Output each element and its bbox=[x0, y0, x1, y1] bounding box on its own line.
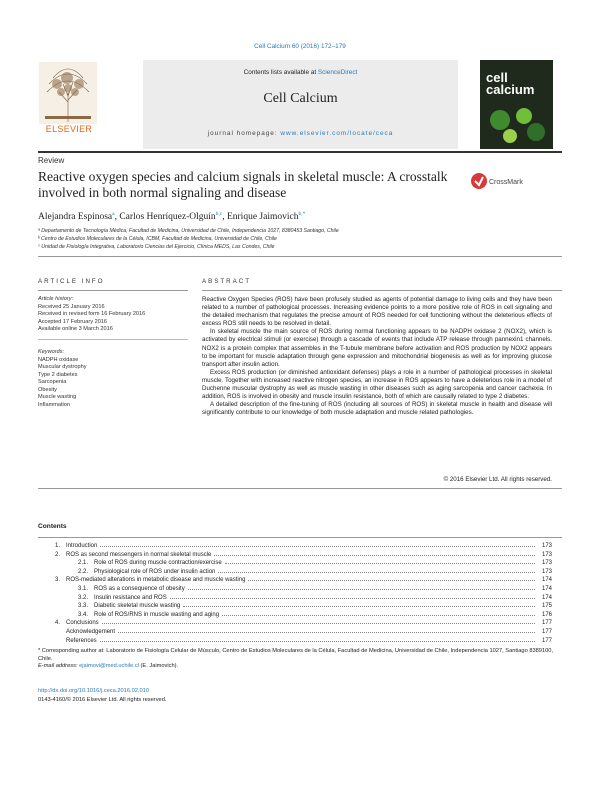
affiliation-rule bbox=[38, 256, 562, 257]
toc-entry-page: 173 bbox=[541, 560, 552, 567]
abstract-paragraph: Excess ROS production (or diminished antioxidant defenses) plays a role in a number of pathological processes in skeletal muscle. Together with increased reactive nitrogen species, an increase in ROS appears to have a deleterious role in a model of Duchenne muscular dystrophy as well as muscle wasting in other diseases such as aging sarcopenia and cancer cachexia. In addition, ROS is involved in obesity and muscle insulin resistance, both of which are causally related to type 2 diabetes. bbox=[202, 368, 552, 401]
toc-entry-title[interactable]: ROS-mediated alterations in metabolic disease and muscle wasting bbox=[66, 577, 246, 584]
keyword: Sarcopenia bbox=[38, 379, 67, 385]
toc-entry[interactable] bbox=[38, 636, 552, 645]
toc-entry-number: 3.4. bbox=[77, 611, 88, 618]
toc-entry-page: 174 bbox=[541, 585, 552, 592]
toc-entry-page: 177 bbox=[541, 637, 552, 644]
contents-prefix: Contents lists available at bbox=[243, 69, 317, 76]
info-divider bbox=[38, 339, 188, 340]
affiliation: ᶜ Unidad de Fisiología Integrativa, Laboratorio Ciencias del Ejercicio, Clínica MEDS, Las Condes, Chile bbox=[38, 244, 275, 250]
toc-entry-page: 173 bbox=[541, 568, 552, 575]
abstract-end-rule bbox=[38, 488, 562, 489]
keyword: Muscle wasting bbox=[38, 394, 77, 400]
toc-leader-dots bbox=[225, 558, 535, 564]
abstract-heading: ABSTRACT bbox=[202, 278, 252, 285]
toc-entry-title[interactable]: Conclusions bbox=[66, 620, 99, 627]
journal-cover-image bbox=[480, 60, 553, 149]
keyword: NADPH oxidase bbox=[38, 356, 79, 363]
author-affil-sup: b,c bbox=[215, 211, 223, 217]
history-item: Accepted 17 February 2016 bbox=[38, 318, 108, 325]
toc-entry-number: 3. bbox=[54, 577, 60, 584]
toc-entry[interactable] bbox=[38, 558, 552, 567]
keywords-label: Keywords: bbox=[38, 349, 65, 355]
homepage-prefix: journal homepage: bbox=[207, 130, 278, 137]
keyword: Type 2 diabetes bbox=[38, 371, 78, 378]
toc-leader-dots bbox=[218, 567, 535, 573]
contents-rule bbox=[38, 537, 562, 538]
contents-available-line bbox=[143, 69, 458, 76]
toc-leader-dots bbox=[248, 575, 535, 581]
homepage-link[interactable]: www.elsevier.com/locate/ceca bbox=[280, 130, 394, 137]
issn-line: 0143-4160/© 2016 Elsevier Ltd. All rights reserved. bbox=[38, 697, 167, 703]
author-list: Alejandra Espinosa$^a$, Carlos Henríquez-Olguín$^{b,c}$, Enrique Jaimovich$^{b,*}$ bbox=[38, 211, 306, 223]
toc-leader-dots bbox=[188, 584, 535, 590]
cover-title-line2: calcium bbox=[486, 82, 535, 97]
table-of-contents bbox=[38, 541, 552, 644]
toc-entry-title[interactable]: Diabetic skeletal muscle wasting bbox=[94, 603, 181, 610]
history-item: Received 25 January 2016 bbox=[38, 303, 105, 310]
toc-entry-number: 3.2. bbox=[77, 594, 88, 601]
toc-entry[interactable] bbox=[38, 541, 552, 550]
toc-entry[interactable] bbox=[38, 610, 552, 619]
toc-entry-number: 2. bbox=[54, 551, 60, 558]
keywords bbox=[38, 349, 188, 409]
toc-entry-number: 3.3. bbox=[77, 603, 88, 610]
toc-entry-number: 2.2. bbox=[77, 568, 88, 575]
author-name[interactable]: Enrique Jaimovich bbox=[226, 212, 299, 223]
toc-entry-page: 174 bbox=[541, 594, 552, 601]
doi-link[interactable]: http://dx.doi.org/10.1016/j.ceca.2016.02.010 bbox=[38, 688, 149, 694]
toc-entry-page: 177 bbox=[541, 620, 552, 627]
toc-leader-dots bbox=[118, 627, 535, 633]
elsevier-tree-logo bbox=[39, 62, 97, 124]
toc-entry-title[interactable]: Introduction bbox=[66, 543, 98, 549]
toc-entry-page: 175 bbox=[541, 603, 552, 610]
toc-entry-title[interactable]: ROS as a consequence of obesity bbox=[94, 585, 185, 592]
author-email-link[interactable]: ejaimovi@med.uchile.cl bbox=[79, 663, 139, 670]
author-name[interactable]: Carlos Henríquez-Olguín bbox=[119, 212, 216, 223]
toc-entry-title[interactable]: Acknowledgement bbox=[66, 628, 116, 635]
affiliation: ᵃ Departamento de Tecnología Médica, Facultad de Medicina, Universidad de Chile, Independencia 1027, 8380453 Santiago, Chile bbox=[38, 228, 339, 234]
abstract-copyright: © 2016 Elsevier Ltd. All rights reserved. bbox=[443, 476, 552, 483]
corresponding-author-note: * Corresponding author at: Laboratorio de Fisiología Celular de Músculo, Centro de Estudios Moleculares de la Célula, Facultad de Medicina, Universidad de Chile, Independencia 1027, Santiago 8389100, Chile. bbox=[38, 648, 554, 662]
keyword: Obesity bbox=[38, 386, 57, 393]
article-info-heading: ARTICLE INFO bbox=[38, 278, 105, 285]
crossmark-icon[interactable] bbox=[469, 170, 529, 192]
author-affil-sup: b,* bbox=[298, 211, 306, 217]
toc-entry-number: 1. bbox=[54, 543, 60, 549]
email-label: E-mail address: bbox=[38, 663, 78, 670]
toc-entry[interactable] bbox=[38, 627, 552, 636]
abstract-paragraph: A detailed description of the fine-tuning of ROS (including all sources of ROS) in skeletal muscle in health and disease will significantly contribute to our knowledge of both muscle adaptation and muscle related pathologies. bbox=[202, 401, 552, 417]
toc-entry-number: 2.1. bbox=[77, 560, 88, 567]
abstract-paragraph: In skeletal muscle the main source of ROS during normal functioning appears to be NADPH oxidase 2 (NOX2), which is activated by electrical stimuli (or exercise) through a cascade of events that include ATP release through pannexin1 channels. NOX2 is a protein complex that assembles in the T-tubule membrane before activation and ROS production by NOX2 appears to be important for muscle adaptation through gene expression and mitochondrial biogenesis as well as for improving glucose transport after insulin action. bbox=[202, 328, 552, 368]
toc-entry-title[interactable]: ROS as second messengers in normal skeletal muscle bbox=[66, 551, 212, 558]
toc-entry-number: 4. bbox=[54, 620, 60, 627]
toc-entry-title[interactable]: Role of ROS/RNS in muscle wasting and aging bbox=[94, 611, 220, 618]
history-item: Received in revised form 16 February 2016 bbox=[38, 311, 146, 317]
history-item: Available online 3 March 2016 bbox=[38, 326, 113, 332]
toc-entry-page: 177 bbox=[541, 628, 552, 635]
email-suffix: (E. Jaimovich). bbox=[140, 663, 179, 670]
toc-entry[interactable] bbox=[38, 593, 552, 602]
toc-entry[interactable] bbox=[38, 567, 552, 576]
article-type: Review bbox=[38, 156, 65, 165]
toc-entry-page: 173 bbox=[541, 551, 552, 558]
keyword: Inflammation bbox=[38, 401, 71, 408]
abstract-body bbox=[202, 296, 552, 417]
toc-entry-title[interactable]: Physiological role of ROS under insulin action bbox=[94, 568, 216, 575]
toc-entry[interactable] bbox=[38, 584, 552, 593]
article-info-rule bbox=[38, 290, 188, 291]
toc-entry-title[interactable]: Role of ROS during muscle contraction/exercise bbox=[94, 560, 222, 567]
toc-entry-title[interactable]: References bbox=[66, 637, 97, 644]
toc-entry-number: 3.1. bbox=[77, 585, 88, 592]
toc-leader-dots bbox=[183, 601, 535, 607]
author-name[interactable]: Alejandra Espinosa bbox=[38, 212, 113, 223]
cover-title-line1: cell bbox=[486, 70, 508, 85]
elsevier-wordmark: ELSEVIER bbox=[45, 124, 93, 134]
email-line bbox=[38, 663, 558, 671]
abstract-paragraph: Reactive Oxygen Species (ROS) have been profusely studied as agents of potential damage to living cells and they have been related to a number of pathological processes. Increasing evidence points to a more positive role of ROS in cell signaling and the detailed mechanism that regulates the precise amount of ROS needed for cell functioning without the deleterious effects of excess ROS still needs to be resolved in detail. bbox=[202, 296, 552, 328]
keyword: Muscular dystrophy bbox=[38, 364, 87, 370]
cover-artwork bbox=[480, 98, 553, 149]
toc-entry[interactable] bbox=[38, 550, 552, 559]
toc-entry-title[interactable]: Insulin resistance and ROS bbox=[94, 594, 167, 601]
abstract-rule bbox=[202, 290, 562, 291]
article-title: Reactive oxygen species and calcium signals in skeletal muscle: A crosstalk involved in both normal signaling and disease bbox=[38, 169, 448, 200]
toc-entry[interactable] bbox=[38, 618, 552, 627]
toc-leader-dots bbox=[222, 610, 535, 616]
toc-leader-dots bbox=[170, 593, 535, 599]
history-label: Article history: bbox=[38, 296, 74, 302]
contents-heading: Contents bbox=[38, 523, 67, 530]
sciencedirect-link[interactable]: ScienceDirect bbox=[317, 69, 358, 76]
toc-leader-dots bbox=[100, 636, 535, 642]
crossmark-label: CrossMark bbox=[489, 179, 523, 186]
header-rule bbox=[38, 151, 562, 153]
article-history bbox=[38, 296, 188, 334]
toc-leader-dots bbox=[214, 550, 535, 556]
toc-entry[interactable] bbox=[38, 575, 552, 584]
journal-name: Cell Calcium bbox=[263, 91, 338, 106]
toc-leader-dots bbox=[102, 618, 535, 624]
author-affil-sup: a bbox=[112, 211, 115, 217]
journal-citation[interactable]: Cell Calcium 60 (2016) 172–179 bbox=[254, 43, 346, 50]
corresponding-footnote bbox=[38, 648, 558, 671]
toc-leader-dots bbox=[100, 541, 535, 547]
toc-entry[interactable] bbox=[38, 601, 552, 610]
affiliation: ᵇ Centro de Estudios Moleculares de la Célula, ICBM, Facultad de Medicina, Universidad de Chile, Chile bbox=[38, 236, 277, 242]
toc-entry-page: 174 bbox=[541, 577, 552, 584]
toc-entry-page: 176 bbox=[541, 611, 552, 618]
toc-entry-page: 173 bbox=[541, 543, 552, 549]
journal-homepage-line bbox=[143, 130, 458, 137]
